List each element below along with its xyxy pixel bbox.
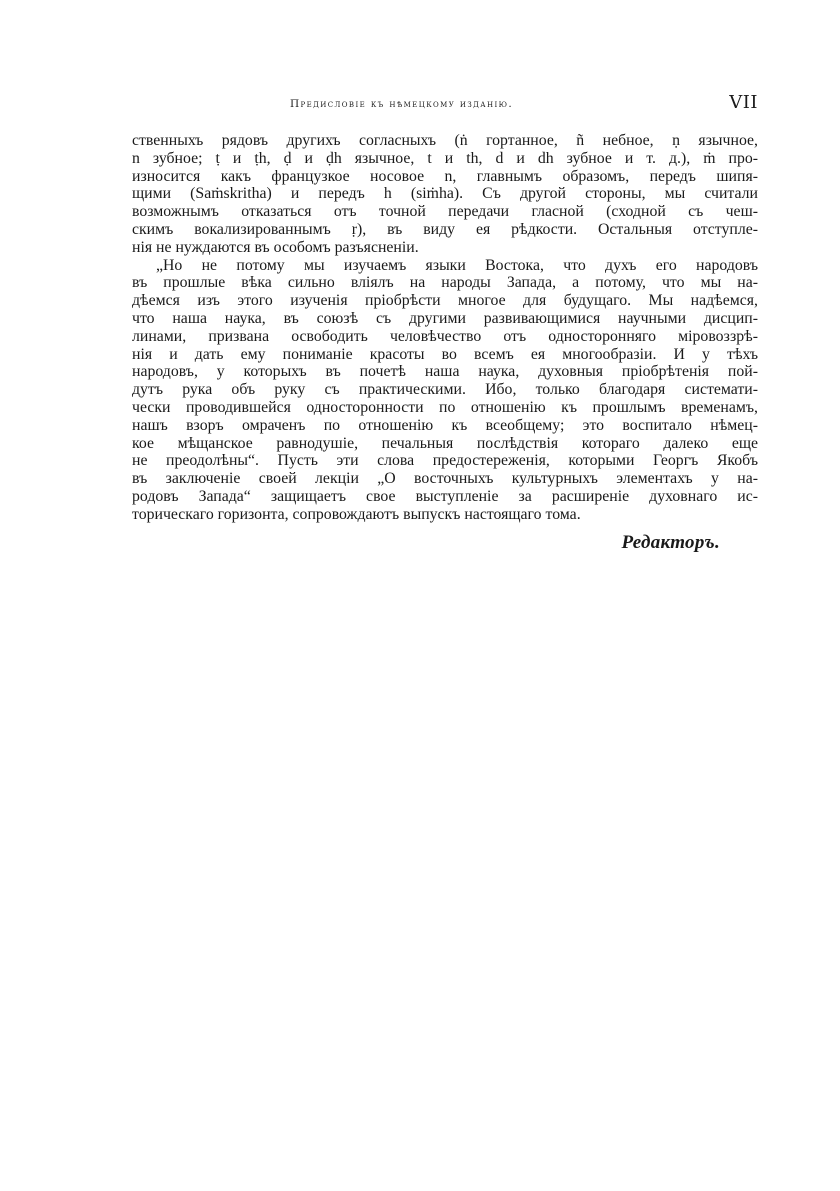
text-line: ственныхъ рядовъ другихъ согласныхъ (ṅ гортанное, ñ небное, ṇ язычное, xyxy=(132,132,758,149)
text-line: что наша наука, въ союзѣ съ другими развивающимися научными дисцип- xyxy=(132,309,758,327)
text-line: нія не нуждаются въ особомъ разъясненіи. xyxy=(132,238,419,256)
text-line: износится какъ французкое носовое n, главнымъ образомъ, передъ шипя- xyxy=(132,167,758,185)
text-line: торическаго горизонта, сопровождаютъ выпускъ настоящаго тома. xyxy=(132,505,581,523)
text-line: нія и дать ему пониманіе красоты во всемъ ея многообразіи. И у тѣхъ xyxy=(132,345,758,363)
paragraph-transliteration-notes xyxy=(132,132,758,257)
running-head xyxy=(132,94,758,120)
text-line: народовъ, у которыхъ въ почетѣ наша наука, духовныя пріобрѣтенія пой- xyxy=(132,363,758,381)
running-title: Предисловіе къ нѣмецкому изданію. xyxy=(290,98,514,110)
text-line: дѣемся изъ этого изученія пріобрѣсти многое для будущаго. Мы надѣемся, xyxy=(132,292,758,310)
text-line: не преодолѣны“. Пусть эти слова предостереженія, которыми Георгъ Якобъ xyxy=(132,452,758,470)
editor-signature: Редакторъ. xyxy=(621,532,720,553)
paragraph-quotation xyxy=(132,257,758,524)
text-line: дутъ рука объ руку съ практическими. Ибо, только благодаря системати- xyxy=(132,381,758,399)
text-line: чески проводившейся односторонности по отношенію къ прошлымъ временамъ, xyxy=(132,398,758,416)
text-line: скимъ вокализированнымъ ṛ), въ виду ея рѣдкости. Остальныя отступле- xyxy=(132,220,758,238)
text-line: n зубное; ṭ и ṭh, ḍ и ḍh язычное, t и th, d и dh зубное и т. д.), ṁ про- xyxy=(132,149,758,167)
text-line: „Но не потому мы изучаемъ языки Востока, что духъ его народовъ xyxy=(156,256,758,274)
text-line: кое мѣщанское равнодушіе, печальныя послѣдствія котораго далеко еще xyxy=(132,434,758,452)
text-line: въ заключеніе своей лекціи „О восточныхъ культурныхъ элементахъ у на- xyxy=(132,470,758,488)
text-line: нашъ взоръ омраченъ по отношенію къ всеобщему; это воспитало нѣмец- xyxy=(132,416,758,434)
page-number: VII xyxy=(729,92,758,113)
text-line: линами, призвана освободить человѣчество отъ односторонняго міровоззрѣ- xyxy=(132,327,758,345)
text-line: щими (Saṁskritha) и передъ h (siṁha). Съ другой стороны, мы считали xyxy=(132,185,758,203)
text-line: родовъ Запада“ защищаетъ свое выступленіе за расширеніе духовнаго ис- xyxy=(132,487,758,505)
body-text xyxy=(132,132,758,524)
text-line: возможнымъ отказаться отъ точной передачи гласной (сходной съ чеш- xyxy=(132,203,758,221)
text-line: въ прошлые вѣка сильно вліялъ на народы Запада, а потому, что мы на- xyxy=(132,274,758,292)
